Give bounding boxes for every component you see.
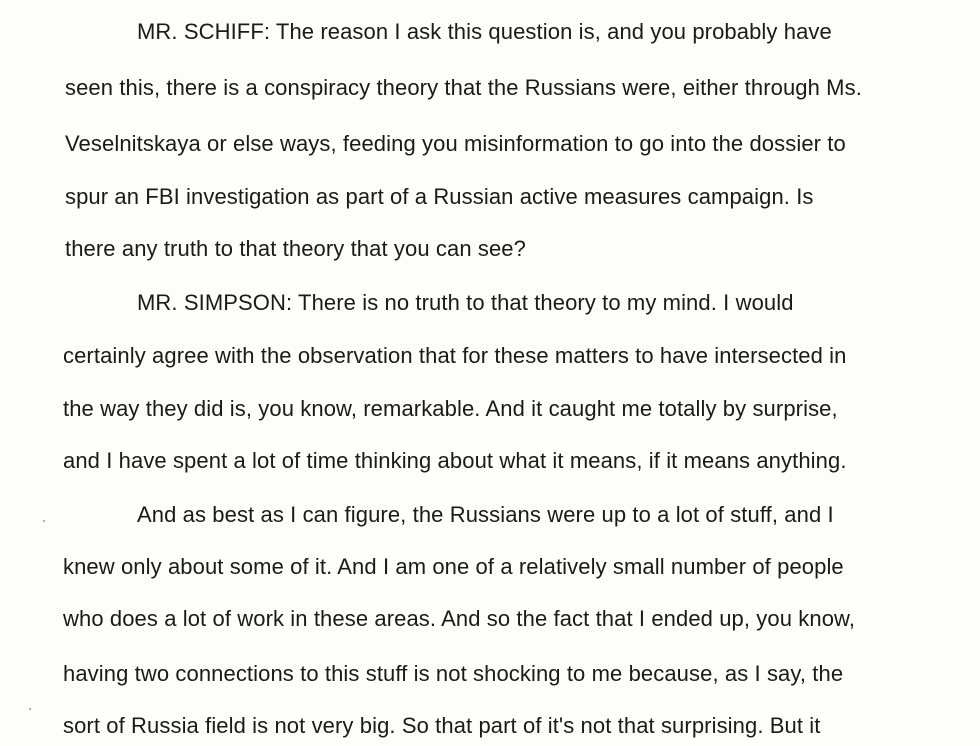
transcript-line-6: MR. SIMPSON: There is no truth to that theory to my mind. I would bbox=[137, 290, 794, 315]
transcript-line-2: seen this, there is a conspiracy theory that the Russians were, either through Ms. bbox=[65, 75, 862, 100]
transcript-line-5: there any truth to that theory that you can see? bbox=[65, 236, 526, 261]
transcript-line-8: the way they did is, you know, remarkable. And it caught me totally by surprise, bbox=[63, 396, 838, 421]
transcript-line-4: spur an FBI investigation as part of a Russian active measures campaign. Is bbox=[65, 184, 814, 209]
transcript-line-10: And as best as I can figure, the Russians were up to a lot of stuff, and I bbox=[137, 502, 834, 527]
transcript-line-3: Veselnitskaya or else ways, feeding you misinformation to go into the dossier to bbox=[65, 131, 846, 156]
transcript-line-14: sort of Russia field is not very big. So that part of it's not that surprising. But it bbox=[63, 713, 821, 738]
transcript-line-7: certainly agree with the observation that for these matters to have intersected in bbox=[63, 343, 847, 368]
transcript-line-12: who does a lot of work in these areas. And so the fact that I ended up, you know, bbox=[63, 606, 856, 631]
transcript-line-11: knew only about some of it. And I am one of a relatively small number of people bbox=[63, 554, 844, 579]
scan-speck bbox=[43, 520, 45, 522]
transcript-line-9: and I have spent a lot of time thinking about what it means, if it means anything. bbox=[63, 448, 847, 473]
transcript-line-1: MR. SCHIFF: The reason I ask this question is, and you probably have bbox=[137, 19, 832, 44]
transcript-line-13: having two connections to this stuff is not shocking to me because, as I say, the bbox=[63, 661, 844, 686]
scan-speck bbox=[29, 708, 31, 710]
